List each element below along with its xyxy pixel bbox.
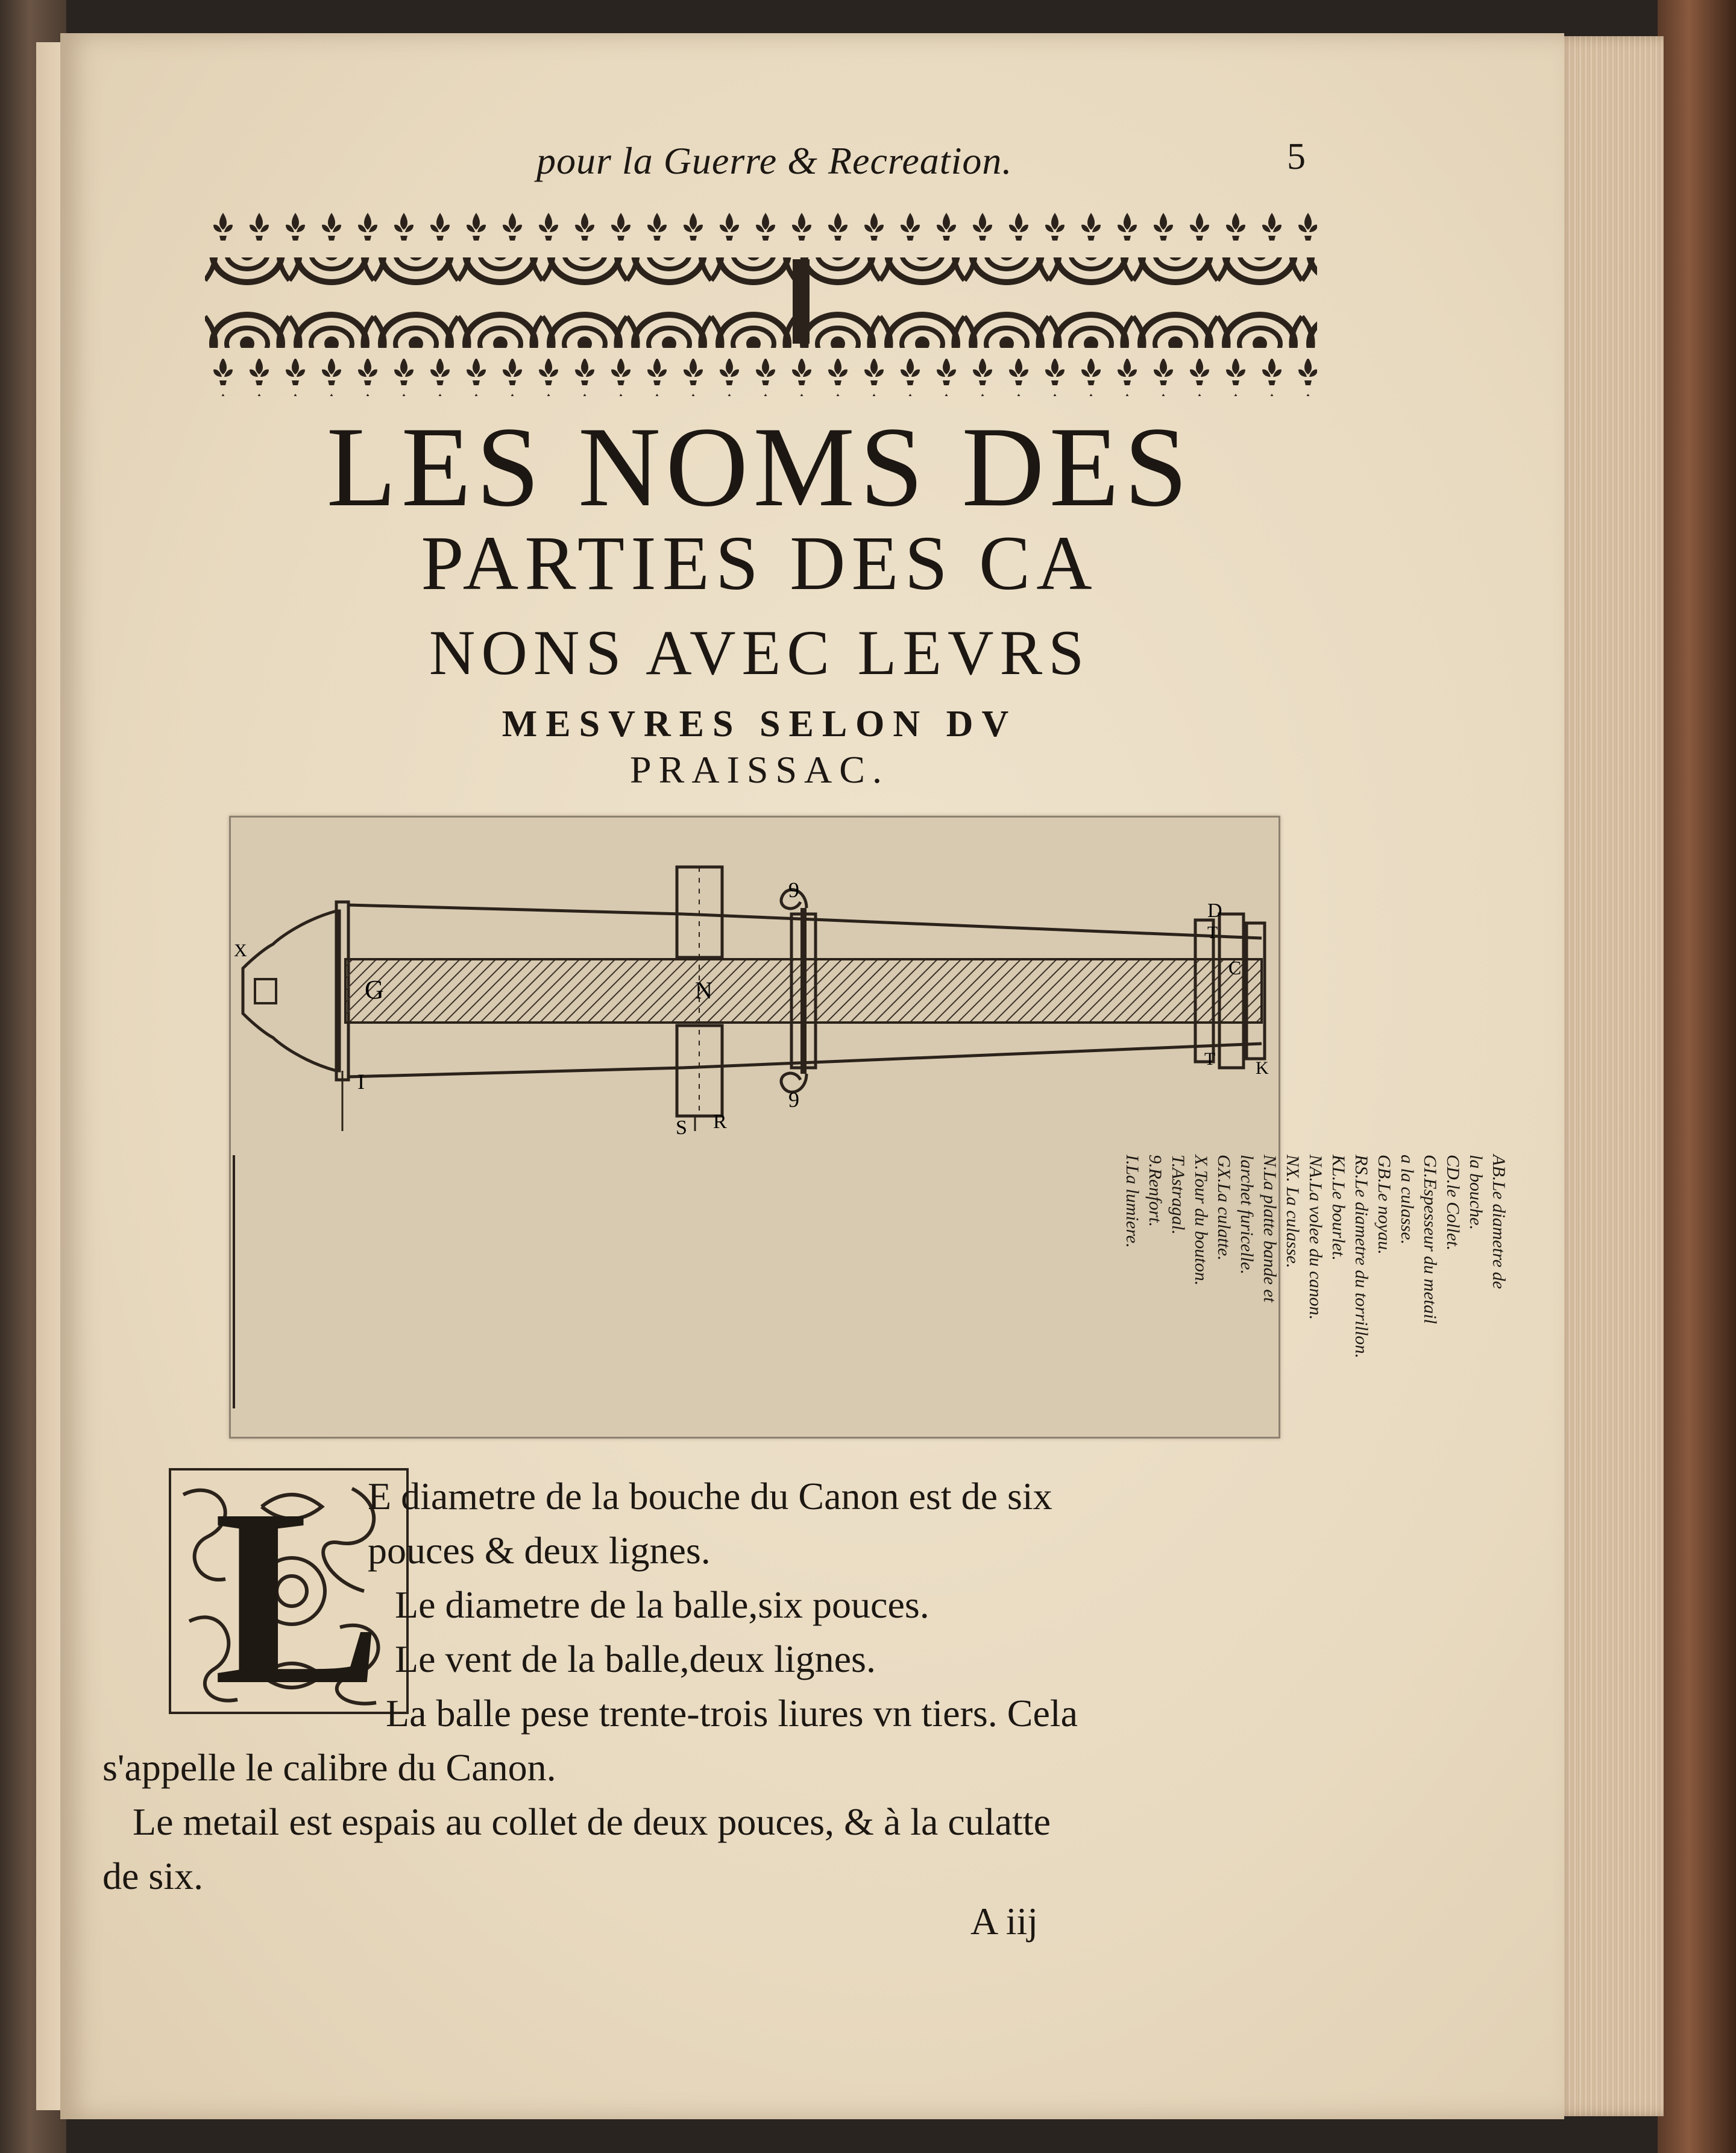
body-line-3: Le diametre de la balle,six pouces. [395,1583,929,1626]
legend-line: a la culasse. [1397,1155,1417,1245]
figure-legend [1122,1155,1510,1733]
book-page [60,33,1564,2119]
body-line-6: s'appelle le calibre du Canon. [102,1746,556,1789]
ornamental-headpiece [205,208,1317,401]
fig-label-c: C [1228,957,1242,979]
body-line-7: Le metail est espais au collet de deux pouces, & à la culatte [133,1800,1051,1843]
book-cover-right [1658,0,1736,2153]
fig-label-t-top: T [1207,924,1218,942]
legend-line: larchet furicelle. [1237,1155,1257,1275]
page-number: 5 [1287,136,1306,177]
body-line-8: de six. [102,1855,204,1897]
page-edges [1555,36,1664,2116]
legend-line: NA.La volee du canon. [1306,1155,1326,1320]
initial-letter: L [213,1468,383,1714]
title-line-1: LES NOMS DES [326,404,1193,531]
title-line-2: PARTIES DES CA [421,520,1098,606]
fig-label-n: N [695,977,712,1004]
fig-label-x-left: X [234,941,247,960]
legend-line: GB.Le noyau. [1374,1155,1394,1255]
legend-line: KL.Le bourlet. [1329,1155,1348,1261]
title-line-3: NONS AVEC LEVRS [429,617,1090,688]
fig-label-s: S [676,1117,687,1139]
fig-label-d: D [1207,900,1222,922]
legend-line: T.Astragal. [1168,1155,1188,1235]
legend-line: AB.Le diametre de [1489,1155,1509,1289]
body-line-4: Le vent de la balle,deux lignes. [395,1638,876,1680]
legend-line: GI.Espesseur du metail [1420,1155,1440,1324]
body-line-2: pouces & deux lignes. [368,1529,711,1572]
signature-mark: A iij [970,1900,1039,1943]
legend-line: GX.La culatte. [1214,1155,1234,1261]
legend-line: RS.Le diametre du torrillon. [1351,1155,1371,1359]
legend-line: 9.Renfort. [1145,1155,1165,1227]
fig-label-g: G [365,975,384,1004]
legend-line: la bouche. [1466,1155,1486,1230]
fig-label-r: R [713,1111,727,1133]
fig-label-t-bottom: T [1204,1049,1216,1069]
fig-label-o-top: 9 [788,878,799,902]
fig-label-k: K [1256,1058,1269,1078]
running-head: pour la Guerre & Recreation. [536,139,1013,182]
fig-label-o-bottom: 9 [788,1088,799,1112]
body-line-5: La balle pese trente-trois liures vn tiers. Cela [386,1692,1078,1735]
legend-line: X.Tour du bouton. [1191,1155,1211,1286]
fig-label-i: I [357,1070,365,1094]
legend-line: NX. La culasse. [1283,1155,1303,1269]
body-line-1: E diametre de la bouche du Canon est de six [368,1475,1052,1518]
title-line-5: PRAISSAC. [630,748,889,791]
title-line-4: MESVRES SELON DV [502,704,1017,745]
legend-line: CD.le Collet. [1443,1155,1463,1251]
legend-line: I.La lumiere. [1122,1155,1142,1248]
legend-line: N.La platte bande et [1260,1155,1280,1302]
